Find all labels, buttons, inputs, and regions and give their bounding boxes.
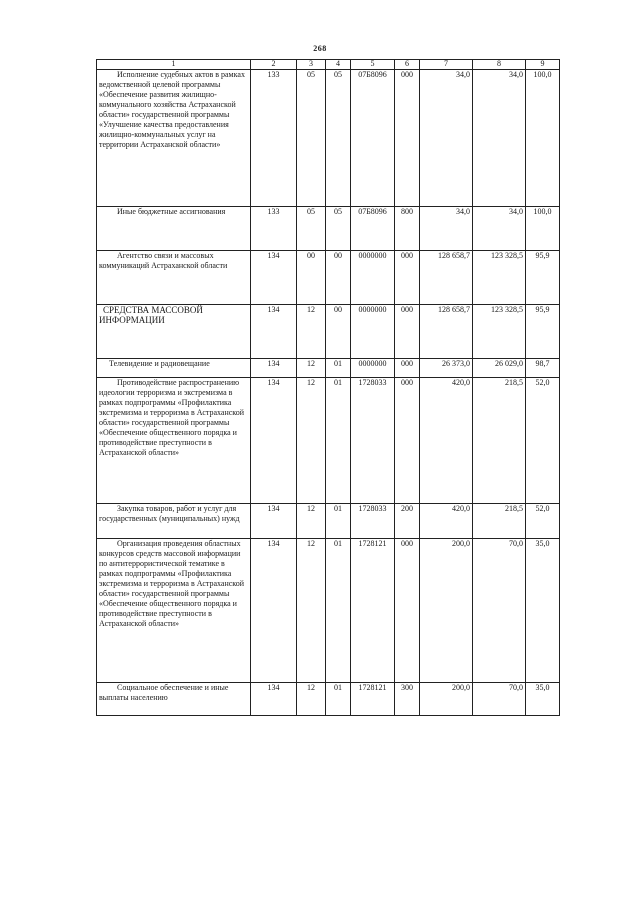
row-name: Иные бюджетные ассигнования xyxy=(97,207,251,251)
cell-subsection: 05 xyxy=(326,70,351,207)
cell-admin-code: 133 xyxy=(251,70,297,207)
cell-subsection: 00 xyxy=(326,251,351,305)
cell-executed: 34,0 xyxy=(473,70,526,207)
row-name: Исполнение судебных актов в рамках ведомственной целевой программы «Обеспечение развития жилищно-коммунального хозяйства Астраханской области» государственной программы «Улучшение качества предоставления жилищно-коммунальных услуг на территории Астраханской области» xyxy=(97,70,251,207)
cell-subsection: 01 xyxy=(326,504,351,539)
row-name: Социальное обеспечение и иные выплаты населению xyxy=(97,683,251,716)
cell-section: 05 xyxy=(297,207,326,251)
cell-target-code: 1728033 xyxy=(351,504,395,539)
table-row xyxy=(97,207,560,251)
cell-target-code: 07Б8096 xyxy=(351,70,395,207)
cell-section: 12 xyxy=(297,359,326,378)
header-cell: 8 xyxy=(473,60,526,70)
cell-target-code: 1728121 xyxy=(351,539,395,683)
cell-subsection: 01 xyxy=(326,378,351,504)
cell-planned: 420,0 xyxy=(420,378,473,504)
cell-target-code: 0000000 xyxy=(351,251,395,305)
cell-planned: 34,0 xyxy=(420,207,473,251)
row-name: Агентство связи и массовых коммуникаций Астраханской области xyxy=(97,251,251,305)
header-cell: 6 xyxy=(395,60,420,70)
cell-target-code: 1728121 xyxy=(351,683,395,716)
cell-executed: 34,0 xyxy=(473,207,526,251)
row-name: СРЕДСТВА МАССОВОЙ ИНФОРМАЦИИ xyxy=(97,305,251,359)
table-row xyxy=(97,683,560,716)
header-cell: 9 xyxy=(526,60,560,70)
table-row xyxy=(97,70,560,207)
cell-subsection: 00 xyxy=(326,305,351,359)
cell-subsection: 01 xyxy=(326,683,351,716)
cell-percent: 100,0 xyxy=(526,207,560,251)
table-row xyxy=(97,504,560,539)
cell-percent: 95,9 xyxy=(526,251,560,305)
cell-executed: 218,5 xyxy=(473,378,526,504)
cell-executed: 26 029,0 xyxy=(473,359,526,378)
cell-percent: 100,0 xyxy=(526,70,560,207)
cell-admin-code: 133 xyxy=(251,207,297,251)
cell-planned: 128 658,7 xyxy=(420,251,473,305)
cell-target-code: 07Б8096 xyxy=(351,207,395,251)
cell-percent: 35,0 xyxy=(526,539,560,683)
cell-executed: 123 328,5 xyxy=(473,251,526,305)
header-cell: 3 xyxy=(297,60,326,70)
cell-percent: 52,0 xyxy=(526,378,560,504)
cell-section: 05 xyxy=(297,70,326,207)
row-name: Организация проведения областных конкурсов средств массовой информации по антитеррористической тематике в рамках подпрограммы «Профилактика экстремизма и терроризма в Астраханской области» государственной программы «Обеспечение общественного порядка и противодействие преступности в Астраханской области» xyxy=(97,539,251,683)
cell-section: 00 xyxy=(297,251,326,305)
cell-expense-type: 000 xyxy=(395,539,420,683)
cell-subsection: 05 xyxy=(326,207,351,251)
cell-admin-code: 134 xyxy=(251,504,297,539)
cell-planned: 200,0 xyxy=(420,539,473,683)
header-cell: 1 xyxy=(97,60,251,70)
page-number: 268 xyxy=(313,44,327,53)
table-row xyxy=(97,378,560,504)
cell-target-code: 0000000 xyxy=(351,305,395,359)
cell-expense-type: 000 xyxy=(395,305,420,359)
cell-percent: 98,7 xyxy=(526,359,560,378)
cell-subsection: 01 xyxy=(326,539,351,683)
cell-expense-type: 000 xyxy=(395,359,420,378)
table-row xyxy=(97,305,560,359)
cell-admin-code: 134 xyxy=(251,378,297,504)
cell-executed: 123 328,5 xyxy=(473,305,526,359)
cell-planned: 34,0 xyxy=(420,70,473,207)
cell-admin-code: 134 xyxy=(251,683,297,716)
header-cell: 2 xyxy=(251,60,297,70)
cell-expense-type: 300 xyxy=(395,683,420,716)
cell-expense-type: 200 xyxy=(395,504,420,539)
cell-target-code: 1728033 xyxy=(351,378,395,504)
cell-subsection: 01 xyxy=(326,359,351,378)
cell-planned: 26 373,0 xyxy=(420,359,473,378)
cell-admin-code: 134 xyxy=(251,539,297,683)
cell-percent: 35,0 xyxy=(526,683,560,716)
cell-planned: 128 658,7 xyxy=(420,305,473,359)
table-row xyxy=(97,539,560,683)
cell-percent: 52,0 xyxy=(526,504,560,539)
budget-table xyxy=(96,59,560,716)
row-name: Закупка товаров, работ и услуг для государственных (муниципальных) нужд xyxy=(97,504,251,539)
header-cell: 4 xyxy=(326,60,351,70)
cell-section: 12 xyxy=(297,305,326,359)
cell-expense-type: 000 xyxy=(395,70,420,207)
table-row xyxy=(97,251,560,305)
cell-section: 12 xyxy=(297,539,326,683)
row-name: Телевидение и радиовещание xyxy=(97,359,251,378)
table-row xyxy=(97,359,560,378)
cell-admin-code: 134 xyxy=(251,251,297,305)
cell-admin-code: 134 xyxy=(251,305,297,359)
cell-percent: 95,9 xyxy=(526,305,560,359)
cell-expense-type: 000 xyxy=(395,251,420,305)
cell-section: 12 xyxy=(297,504,326,539)
cell-expense-type: 000 xyxy=(395,378,420,504)
cell-executed: 218,5 xyxy=(473,504,526,539)
cell-executed: 70,0 xyxy=(473,683,526,716)
cell-section: 12 xyxy=(297,683,326,716)
cell-admin-code: 134 xyxy=(251,359,297,378)
cell-executed: 70,0 xyxy=(473,539,526,683)
cell-planned: 200,0 xyxy=(420,683,473,716)
cell-section: 12 xyxy=(297,378,326,504)
header-cell: 7 xyxy=(420,60,473,70)
cell-target-code: 0000000 xyxy=(351,359,395,378)
cell-expense-type: 800 xyxy=(395,207,420,251)
header-cell: 5 xyxy=(351,60,395,70)
header-row xyxy=(97,60,560,70)
row-name: Противодействие распространению идеологии терроризма и экстремизма в рамках подпрограммы «Профилактика экстремизма и терроризма в Астраханской области» государственной программы «Обеспечение общественного порядка и противодействие преступности в Астраханской области» xyxy=(97,378,251,504)
cell-planned: 420,0 xyxy=(420,504,473,539)
